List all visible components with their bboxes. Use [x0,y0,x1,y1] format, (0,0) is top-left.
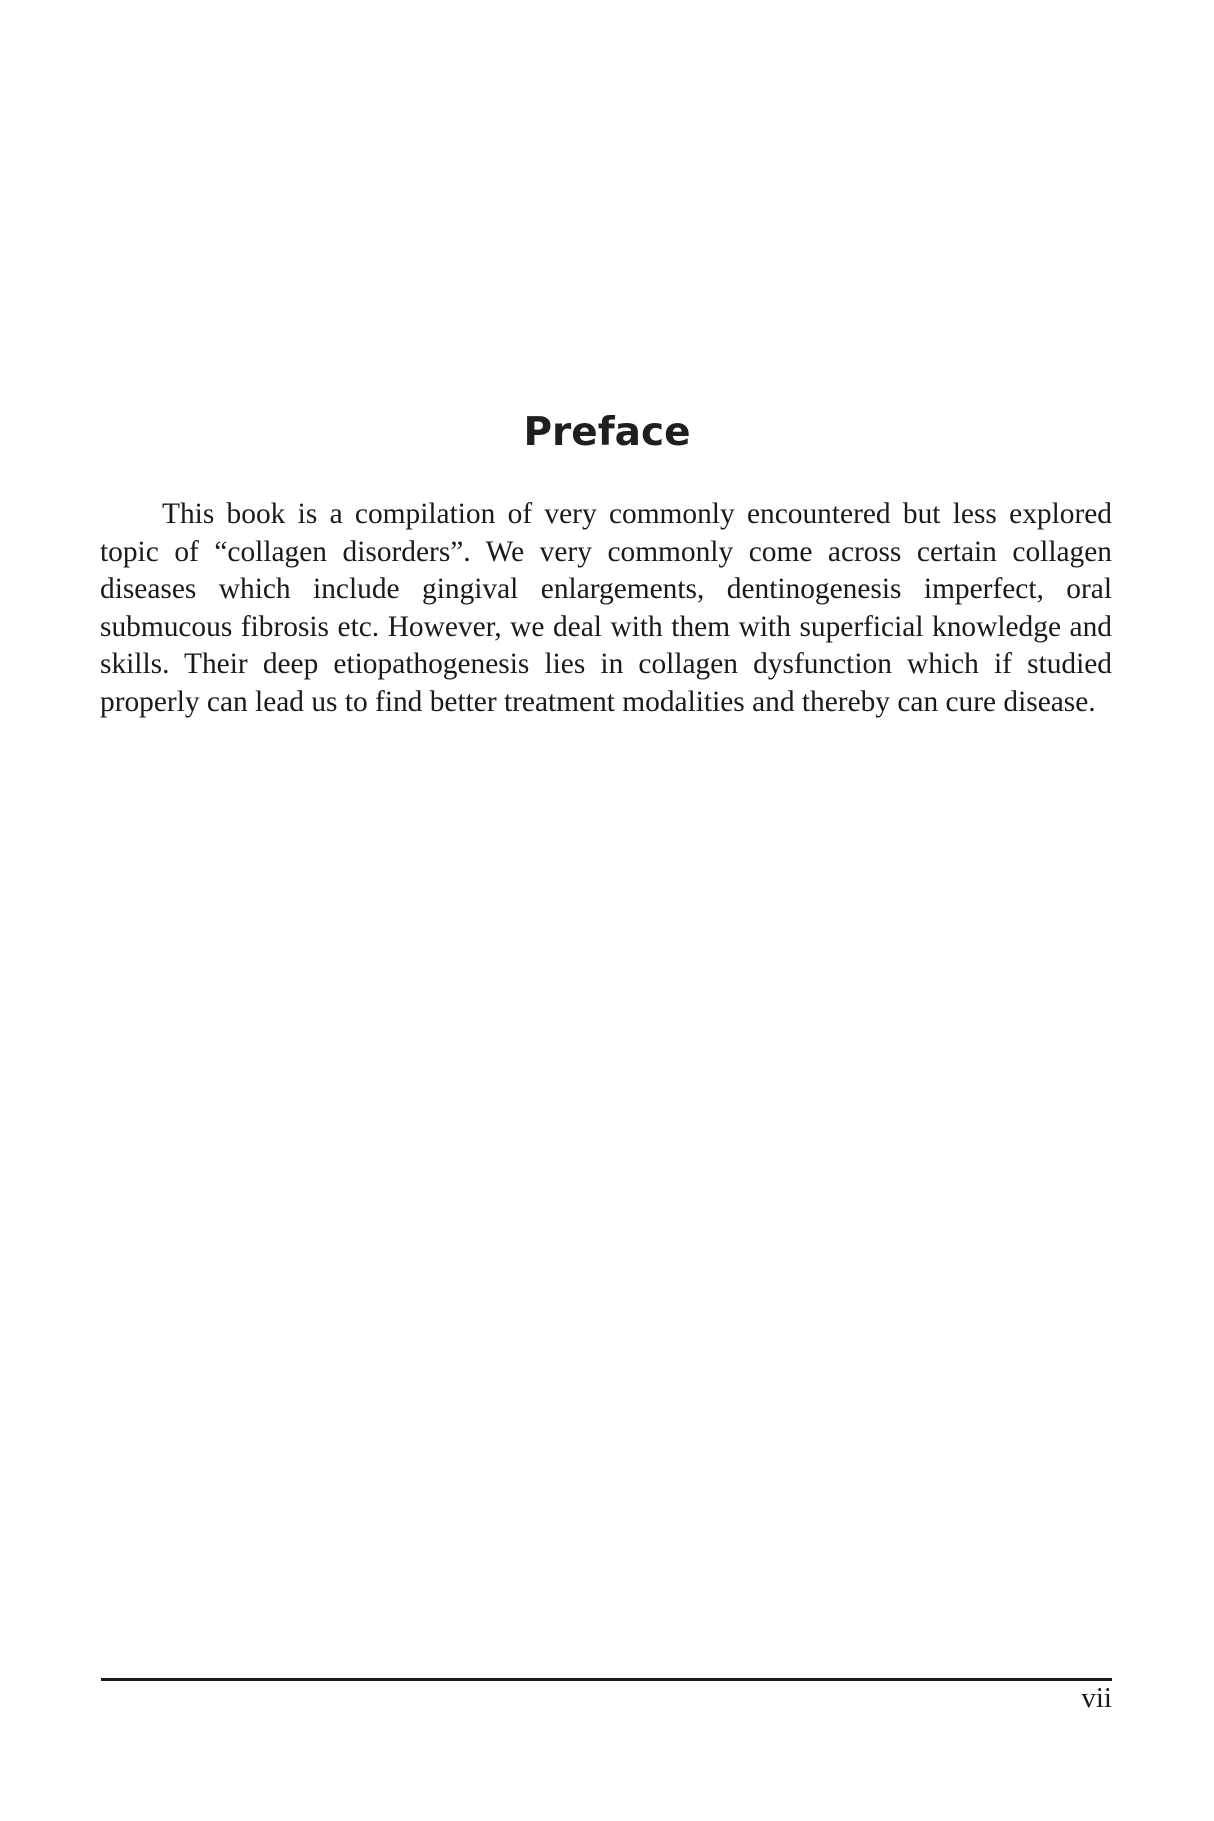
preface-paragraph: This book is a compilation of very commonly encountered but less explored topic of “collagen disorders”. We very commonly come across certain collagen diseases which include gingival enlargements, dentinogenesis imperfect, oral submucous fibrosis etc. However, we deal with them with superficial knowledge and skills. Their deep etiopathogenesis lies in collagen dysfunction which if studied properly can lead us to find better treatment modalities and thereby can cure disease. [100,498,1112,718]
page-number: vii [1081,1682,1112,1714]
footer-rule [101,1678,1112,1681]
page-title: Preface [523,410,691,455]
